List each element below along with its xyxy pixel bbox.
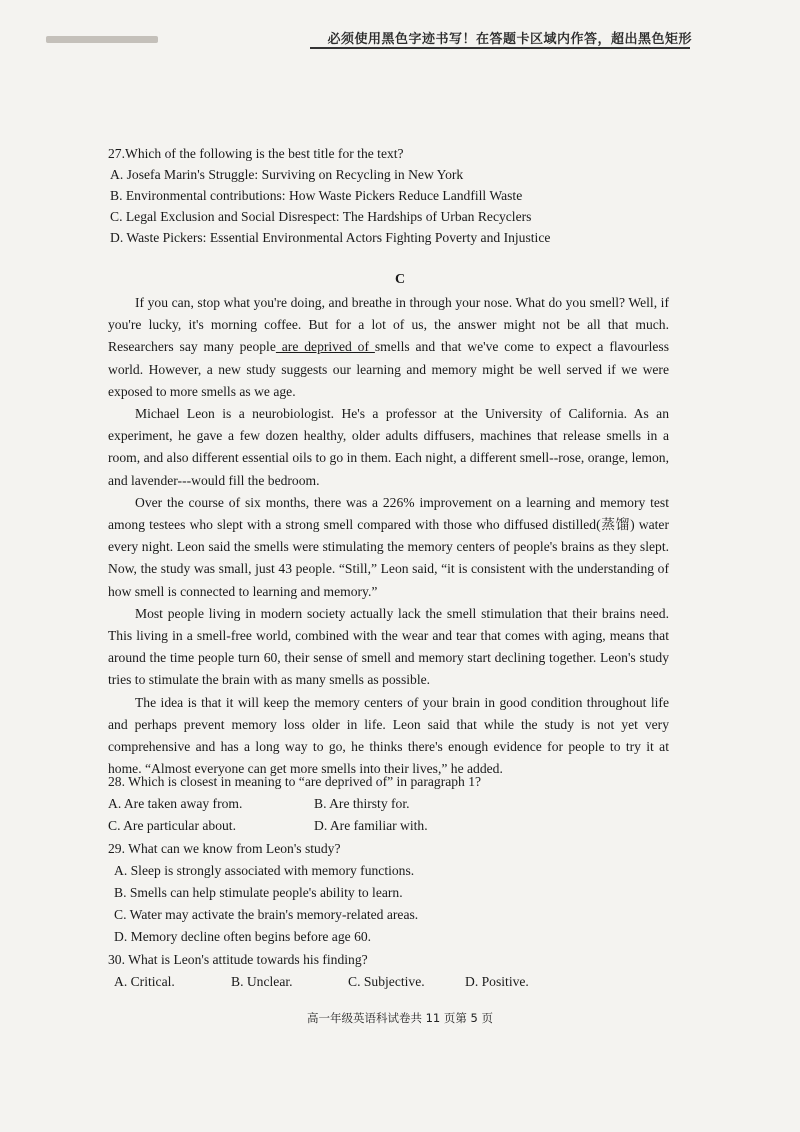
- scan-strip: [46, 36, 158, 43]
- paragraph-1-text-b: smells and that we've come to expect a flavourless world. However, a new study suggests our learning and memory might be well served if we were exposed to more smells as we age.: [108, 339, 669, 399]
- question-28-option-c: C. Are particular about.: [108, 818, 236, 834]
- option-text: Waste Pickers: Essential Environmental Actors Fighting Poverty and Injustice: [126, 230, 551, 245]
- option-text: Legal Exclusion and Social Disrespect: The Hardships of Urban Recyclers: [125, 209, 532, 224]
- section-heading: C: [394, 272, 406, 287]
- question-29-option-c: C. Water may activate the brain's memory-related areas.: [114, 907, 419, 923]
- page-footer: 高一年级英语科试卷共 11 页第 5 页: [306, 1011, 494, 1025]
- question-28-option-a: A. Are taken away from.: [108, 796, 243, 812]
- question-27-option-d: [108, 227, 668, 248]
- question-30-stem: 30. What is Leon's attitude towards his finding?: [108, 951, 368, 967]
- question-28-stem: 28. Which is closest in meaning to “are deprived of” in paragraph 1?: [108, 774, 482, 789]
- paragraph-1-text-a: If you can, stop what you're doing, and breathe in through your nose. What do you smell? Well, if you're lucky, it's morning coffee. But for a lot of us, the answer might not be all that much. Researchers say many people: [108, 295, 669, 355]
- question-29-option-d: D. Memory decline often begins before age 60.: [114, 929, 372, 945]
- question-29-stem: 29. What can we know from Leon's study?: [108, 840, 341, 856]
- question-27-stem: 27.Which of the following is the best title for the text?: [108, 146, 404, 161]
- question-30-option-b: B. Unclear.: [231, 973, 293, 989]
- question-28-option-d: D. Are familiar with.: [314, 818, 428, 834]
- paragraph-4: Most people living in modern society actually lack the smell stimulation that their brains need. This living in a smell-free world, combined with the wear and tear that comes with aging, means that around the time people turn 60, their sense of smell and memory start declining together. Leon's study tries to stimulate the brain with as many smells as possible.: [108, 605, 669, 688]
- reading-passage: [108, 292, 669, 780]
- question-28-options-row-1: [108, 793, 668, 815]
- option-letter: A.: [110, 167, 124, 182]
- question-27-option-b: [108, 185, 668, 206]
- question-30-options: [108, 971, 668, 993]
- question-30-option-c: C. Subjective.: [348, 973, 425, 989]
- questions-28-30: [108, 771, 668, 993]
- question-28-option-b: B. Are thirsty for.: [314, 796, 410, 812]
- paragraph-3: Over the course of six months, there was a 226% improvement on a learning and memory test among testees who slept with a strong smell compared with those who diffused distilled(蒸馏) water every night. Leon said the smells were stimulating the memory centers of people's brains as they slept. Now, the study was small, just 43 people. “Still,” Leon said, “it is consistent with the understanding of how smell is connected to learning and memory.”: [108, 494, 669, 599]
- option-text: Josefa Marin's Struggle: Surviving on Recycling in New York: [126, 167, 464, 182]
- question-30-option-d: D. Positive.: [465, 973, 529, 989]
- question-28-options-row-2: [108, 815, 668, 837]
- option-letter: B.: [110, 188, 123, 203]
- answer-sheet-notice: 必须使用黑色字迹书写！在答题卡区域内作答，超出黑色矩形: [327, 32, 692, 47]
- question-27-option-a: [108, 164, 668, 185]
- paragraph-5: The idea is that it will keep the memory centers of your brain in good condition throughout life and perhaps prevent memory loss older in life. Leon said that while the study is not yet very comprehensive and has a long way to go, he thinks there's enough evidence for people to try it at home. “Almost everyone can get more smells into their lives,” he added.: [108, 694, 669, 777]
- header-underline: [310, 47, 690, 49]
- underlined-phrase: are deprived of: [275, 339, 375, 355]
- question-27: [108, 143, 668, 248]
- question-29-option-a: A. Sleep is strongly associated with memory functions.: [114, 862, 415, 878]
- question-29-option-b: B. Smells can help stimulate people's ability to learn.: [114, 885, 403, 901]
- paragraph-2: Michael Leon is a neurobiologist. He's a professor at the University of California. As an experiment, he gave a few dozen healthy, older adults diffusers, machines that release smells in a room, and also different essential oils to go in them. Each night, a different smell--rose, orange, lemon, and lavender---would fill the bedroom.: [108, 406, 669, 488]
- option-letter: C.: [110, 209, 123, 224]
- option-letter: D.: [110, 230, 124, 245]
- paragraph-1: [108, 292, 669, 403]
- option-text: Environmental contributions: How Waste Pickers Reduce Landfill Waste: [125, 188, 523, 203]
- question-27-option-c: [108, 206, 668, 227]
- question-30-option-a: A. Critical.: [114, 973, 175, 989]
